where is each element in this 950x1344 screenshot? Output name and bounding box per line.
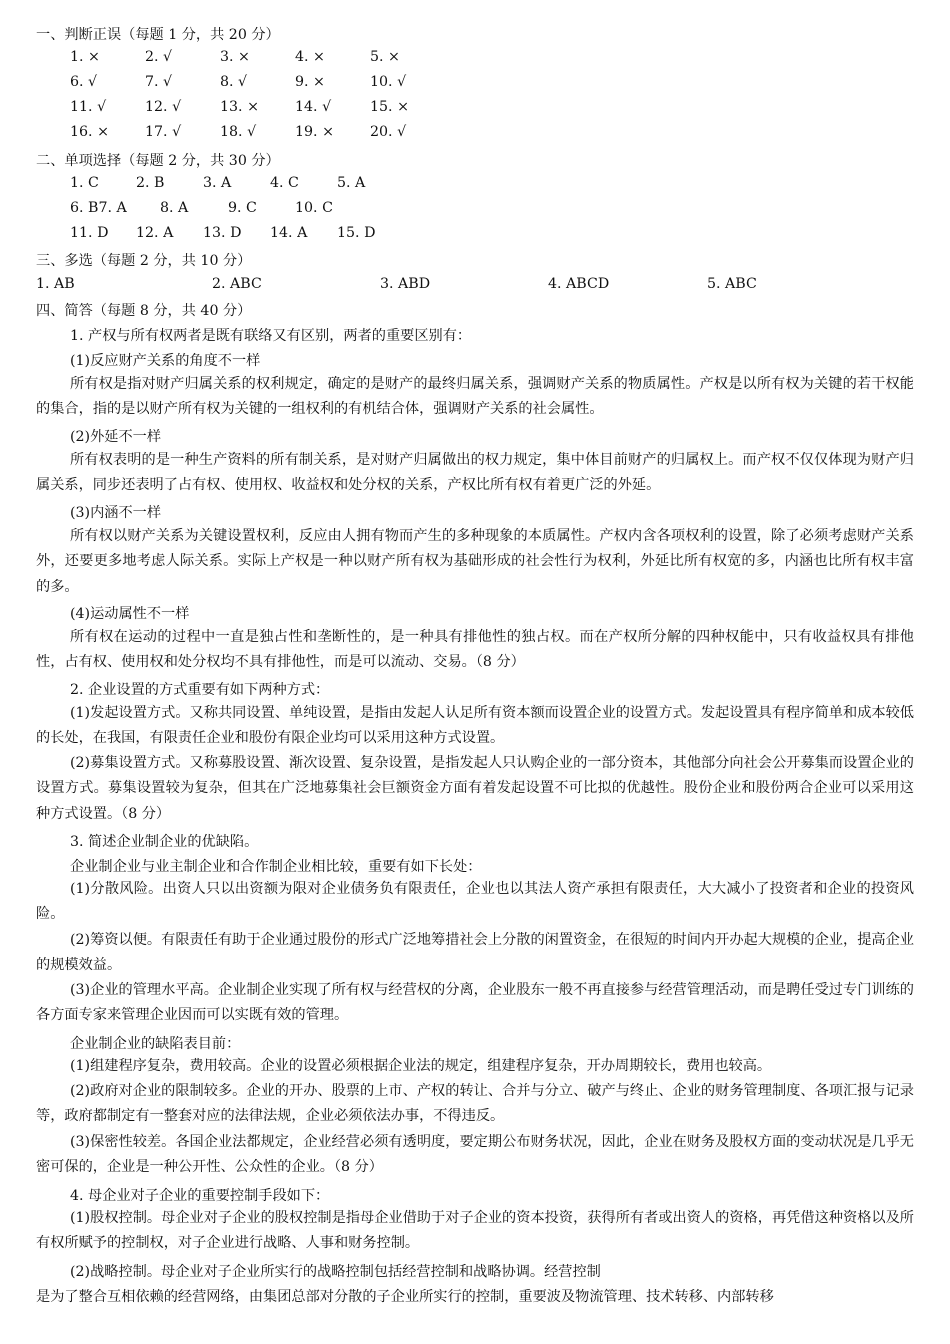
answer-item: 11. √ <box>70 99 107 115</box>
answer-item: 8. √ <box>220 74 248 90</box>
answer-item: 4. C <box>270 175 299 191</box>
section-1-heading: 一、判断正误（每题 1 分，共 20 分） <box>36 27 280 43</box>
answer-item: 4. ABCD <box>548 276 610 292</box>
q3-advantage-1: (1)分散风险。出资人只以出资额为限对企业债务负有限责任，企业也以其法人资产承担有限责任，大大减小了投资者和企业的投资风险。 <box>36 881 914 923</box>
q1-point-2-body: 所有权表明的是一种生产资料的所有制关系，是对财产归属做出的权力规定，集中体目前财产的归属权上。而产权不仅仅体现为财产归属关系，同步还表明了占有权、使用权、收益权和处分权的关系，产权比所有权有着更广泛的外延。 <box>36 452 914 494</box>
q3-advantage-3: (3)企业的管理水平高。企业制企业实现了所有权与经营权的分离，企业股东一般不再直接参与经营管理活动，而是聘任受过专门训练的各方面专家来管理企业因而可以实既有效的管理。 <box>36 982 914 1024</box>
q4-point-2-line-1: (2)战略控制。母企业对子企业所实行的战略控制包括经营控制和战略协调。经营控制 <box>70 1264 601 1280</box>
answer-item: 19. × <box>295 124 334 140</box>
answer-item: 4. × <box>295 49 325 65</box>
answer-item: 9. C <box>228 200 257 216</box>
answer-item: 3. A <box>203 175 232 191</box>
answer-item: 5. ABC <box>707 276 757 292</box>
answer-item: 11. D <box>70 225 109 241</box>
answer-item: 6. B7. A <box>70 200 127 216</box>
answer-item: 3. ABD <box>380 276 431 292</box>
answer-item: 3. × <box>220 49 250 65</box>
question-4-title: 4. 母企业对子企业的重要控制手段如下： <box>70 1188 330 1204</box>
answer-item: 13. D <box>203 225 242 241</box>
answer-item: 1. C <box>70 175 99 191</box>
answer-item: 7. √ <box>145 74 173 90</box>
answer-item: 5. × <box>370 49 400 65</box>
section-4-heading: 四、简答（每题 8 分，共 40 分） <box>36 303 252 319</box>
answer-item: 10. √ <box>370 74 407 90</box>
q3-advantage-2: (2)筹资以便。有限责任有助于企业通过股份的形式广泛地筹措社会上分散的闲置资金，在很短的时间内开办起大规模的企业，提高企业的规模效益。 <box>36 932 914 974</box>
q2-point-2: (2)募集设置方式。又称募股设置、渐次设置、复杂设置，是指发起人只认购企业的一部分资本，其他部分向社会公开募集而设置企业的设置方式。募集设置较为复杂，但其在广泛地募集社会巨额资金方面有着发起设置不可比拟的优越性。股份企业和股份两合企业可以采用这种方式设置。（8 分） <box>36 755 914 822</box>
answer-item: 15. × <box>370 99 409 115</box>
answer-item: 1. AB <box>36 276 75 292</box>
q1-point-1-heading: (1)反应财产关系的角度不一样 <box>70 353 261 369</box>
answer-item: 5. A <box>337 175 366 191</box>
q3-disadvantages-intro: 企业制企业的缺陷表目前： <box>70 1036 241 1052</box>
answer-item: 10. C <box>295 200 333 216</box>
question-3-title: 3. 简述企业制企业的优缺陷。 <box>70 834 259 850</box>
q1-point-4-heading: (4)运动属性不一样 <box>70 606 190 622</box>
question-1-title: 1. 产权与所有权两者是既有联络又有区别，两者的重要区别有： <box>70 328 472 344</box>
answer-item: 8. A <box>160 200 189 216</box>
section-2-heading: 二、单项选择（每题 2 分，共 30 分） <box>36 153 280 169</box>
q3-disadvantage-3: (3)保密性较差。各国企业法都规定，企业经营必须有透明度，要定期公布财务状况，因此，企业在财务及股权方面的变动状况是几乎无密可保的，企业是一种公开性、公众性的企业。（8 分） <box>36 1134 914 1176</box>
q4-point-2-line-2: 是为了整合互相依赖的经营网络，由集团总部对分散的子企业所实行的控制，重要波及物流管理、技术转移、内部转移 <box>36 1289 774 1305</box>
answer-item: 9. × <box>295 74 325 90</box>
answer-item: 14. √ <box>295 99 332 115</box>
q3-advantages-intro: 企业制企业与业主制企业和合作制企业相比较，重要有如下长处： <box>70 859 482 875</box>
answer-item: 14. A <box>270 225 308 241</box>
q4-point-1: (1)股权控制。母企业对子企业的股权控制是指母企业借助于对子企业的资本投资，获得所有者或出资人的资格，再凭借这种资格以及所有权所赋予的控制权，对子企业进行战略、人事和财务控制。 <box>36 1210 914 1252</box>
answer-item: 12. A <box>136 225 174 241</box>
answer-item: 6. √ <box>70 74 98 90</box>
q1-point-4-body: 所有权在运动的过程中一直是独占性和垄断性的，是一种具有排他性的独占权。而在产权所分解的四种权能中，只有收益权具有排他性，占有权、使用权和处分权均不具有排他性，而是可以流动、交易。（8 分） <box>36 629 914 671</box>
section-3-heading: 三、多选（每题 2 分，共 10 分） <box>36 253 252 269</box>
answer-item: 1. × <box>70 49 100 65</box>
q3-disadvantage-1: (1)组建程序复杂，费用较高。企业的设置必须根据企业法的规定，组建程序复杂，开办周期较长，费用也较高。 <box>70 1058 772 1074</box>
answer-item: 13. × <box>220 99 259 115</box>
q3-disadvantage-2: (2)政府对企业的限制较多。企业的开办、股票的上市、产权的转让、合并与分立、破产与终止、企业的财务管理制度、各项汇报与记录等，政府都制定有一整套对应的法律法规，企业必须依法办事，不得违反。 <box>36 1083 914 1125</box>
answer-item: 12. √ <box>145 99 182 115</box>
q1-point-3-heading: (3)内涵不一样 <box>70 505 162 521</box>
q1-point-3-body: 所有权以财产关系为关键设置权利，反应由人拥有物而产生的多种现象的本质属性。产权内含各项权利的设置，除了必须考虑财产关系外，还要更多地考虑人际关系。实际上产权是一种以财产所有权为基础形成的社会性行为权利，外延比所有权宽的多，内涵也比所有权丰富的多。 <box>36 528 914 595</box>
answer-item: 15. D <box>337 225 376 241</box>
q1-point-1-body: 所有权是指对财产归属关系的权利规定，确定的是财产的最终归属关系，强调财产关系的物质属性。产权是以所有权为关键的若干权能的集合，指的是以财产所有权为关键的一组权利的有机结合体，强调财产关系的社会属性。 <box>36 376 914 418</box>
answer-item: 2. B <box>136 175 165 191</box>
answer-item: 17. √ <box>145 124 182 140</box>
answer-item: 2. ABC <box>212 276 262 292</box>
answer-item: 18. √ <box>220 124 257 140</box>
answer-item: 16. × <box>70 124 109 140</box>
q1-point-2-heading: (2)外延不一样 <box>70 429 162 445</box>
answer-item: 20. √ <box>370 124 407 140</box>
q2-point-1: (1)发起设置方式。又称共同设置、单纯设置，是指由发起人认足所有资本额而设置企业的设置方式。发起设置具有程序简单和成本较低的长处，在我国，有限责任企业和股份有限企业均可以采用这种方式设置。 <box>36 705 914 747</box>
answer-item: 2. √ <box>145 49 173 65</box>
question-2-title: 2. 企业设置的方式重要有如下两种方式： <box>70 682 330 698</box>
